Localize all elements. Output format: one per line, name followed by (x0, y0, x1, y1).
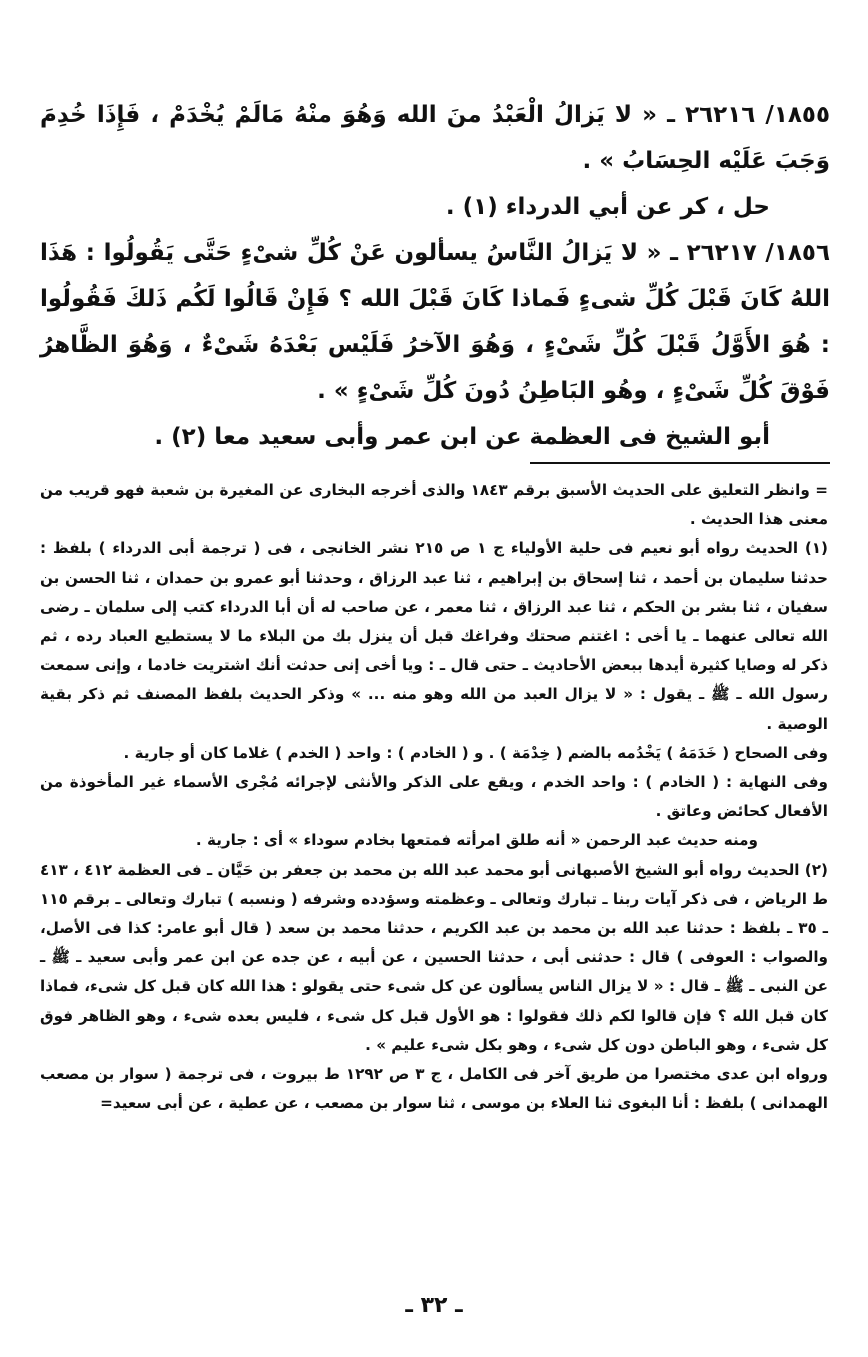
footnote-divider (530, 462, 830, 464)
footnotes-block (40, 476, 828, 1118)
main-text-block (40, 92, 830, 460)
footnote-1-hadith-abd: ومنه حديث عبد الرحمن « أنه طلق امرأته فمتعها بخادم سوداء » أى : جارية . (195, 831, 758, 850)
hadith-1856-source: أبو الشيخ فى العظمة عن ابن عمر وأبى سعيد معا (٢) . (154, 424, 770, 450)
footnote-1-nihaya: وفى النهاية : ( الخادم ) : واحد الخدم ، ويقع على الذكر والأنثى لإجرائه مُجْرى الأسماء غير المأخوذة من الأفعال كحائض وعاتق . (40, 773, 828, 821)
footnote-2-ibn-adi: ورواه ابن عدى مختصرا من طريق آخر فى الكامل ، ج ٣ ص ١٢٩٢ ط بيروت ، فى ترجمة ( سوار بن مصعب الهمدانى ) بلفظ : أنا البغوى ثنا العلاء بن موسى ، ثنا سوار بن مصعب ، عن عطية ، عن أبى سعيد= (40, 1065, 828, 1113)
hadith-1855: ١٨٥٥/ ٢٦٢١٦ ـ « لا يَزالُ الْعَبْدُ منَ الله وَهُوَ منْهُ مَالَمْ يُخْدَمْ ، فَإِذَا خُدِمَ وَجَبَ عَلَيْه الحِسَابُ » . (40, 102, 830, 174)
page-number: ـ ٣٢ ـ (405, 1293, 463, 1318)
footnote-1: (١) الحديث رواه أبو نعيم فى حلية الأولياء ج ١ ص ٢١٥ نشر الخانجى ، فى ( ترجمة أبى الدرداء ) بلفظ : حدثنا سليمان بن أحمد ، ثنا إسحاق بن إبراهيم ، ثنا عبد الرزاق ، وحدثنا أبو عمرو بن حمدان ، ثنا الحسن بن سفيان ، ثنا بشر بن الحكم ، ثنا عبد الرزاق ، ثنا معمر ، عن صاحب له أن أبا الدرداء كتب إلى سلمان ـ رضى الله تعالى عنهما ـ يا أخى : اغتنم صحتك وفراغك قبل أن ينزل بك من البلاء ما لا يستطيع العباد رده ، ثم ذكر له وصايا كثيرة أيدها ببعض الأحاديث ـ حتى قال ـ : ويا أخى إنى حدثت أنك اشتريت خادما ، وإنى سمعت رسول الله ـ ﷺ ـ يقول : « لا يزال العبد من الله وهو منه ... » وذكر الحديث بلفظ المصنف ثم ذكر بقية الوصية . (40, 539, 828, 733)
hadith-1855-source: حل ، كر عن أبي الدرداء (١) . (445, 194, 770, 220)
footnote-continuation: = وانظر التعليق على الحديث الأسبق برقم ١٨٤٣ والذى أخرجه البخارى عن المغيرة بن شعبة فهو قريب من معنى هذا الحديث . (40, 481, 828, 529)
footnote-2: (٢) الحديث رواه أبو الشيخ الأصبهانى أبو محمد عبد الله بن محمد بن جعفر بن حَيَّان ـ فى العظمة ٤١٢ ، ٤١٣ ط الرياض ، فى ذكر آيات ربنا ـ تبارك وتعالى ـ وعظمته وسؤدده وشرفه ( ونسبه ) تبارك وتعالى ـ برقم ١١٥ ـ ٣٥ ـ بلفظ : حدثنا عبد الله بن محمد بن عبد الكريم ، حدثنا محمد بن سعد ( قال أبو عامر: كذا فى الأصل، والصواب : العوفى ) قال : حدثنى أبى ، حدثنا الحسين ، عن أبيه ، عن جده عن ابن عمر وأبى سعيد ـ ﷺ ـ عن النبى ـ ﷺ ـ قال : « لا يزال الناس يسألون عن كل شىء حتى يقولو : هذا الله كان قبل كل شىء، فماذا كان قبل الله ؟ فإن قالوا لكم ذلك فقولوا : هو الأول قبل كل شىء ، فليس بعده شىء ، وهو الظاهر فوق كل شىء ، وهو الباطن دون كل شىء ، وهو بكل شىء عليم » . (40, 860, 828, 1054)
hadith-1856: ١٨٥٦/ ٢٦٢١٧ ـ « لا يَزالُ النَّاسُ يسألون عَنْ كُلِّ شىْءٍ حَتَّى يَقُولُوا : هَذَا اللهُ كَانَ قَبْلَ كُلِّ شىءٍ فَماذا كَانَ قَبْلَ الله ؟ فَإِنْ قَالُوا لَكُم ذَلكَ فَقُولُوا : هُوَ الأَوَّلُ قَبْلَ كُلِّ شَىْءٍ ، وَهُوَ الآخرُ فَلَيْس بَعْدَهُ شَىْءٌ ، وَهُوَ الظَّاهرُ فَوْقَ كُلِّ شَىْءٍ ، وهُو البَاطِنُ دُونَ كُلِّ شَىْءٍ » . (40, 240, 830, 404)
footnote-1-sihah: وفى الصحاح ( خَدَمَهُ ) يَخْدُمه بالضم ( خِدْمَة ) . و ( الخادم ) : واحد ( الخدم ) غلاما كان أو جارية . (123, 743, 828, 762)
